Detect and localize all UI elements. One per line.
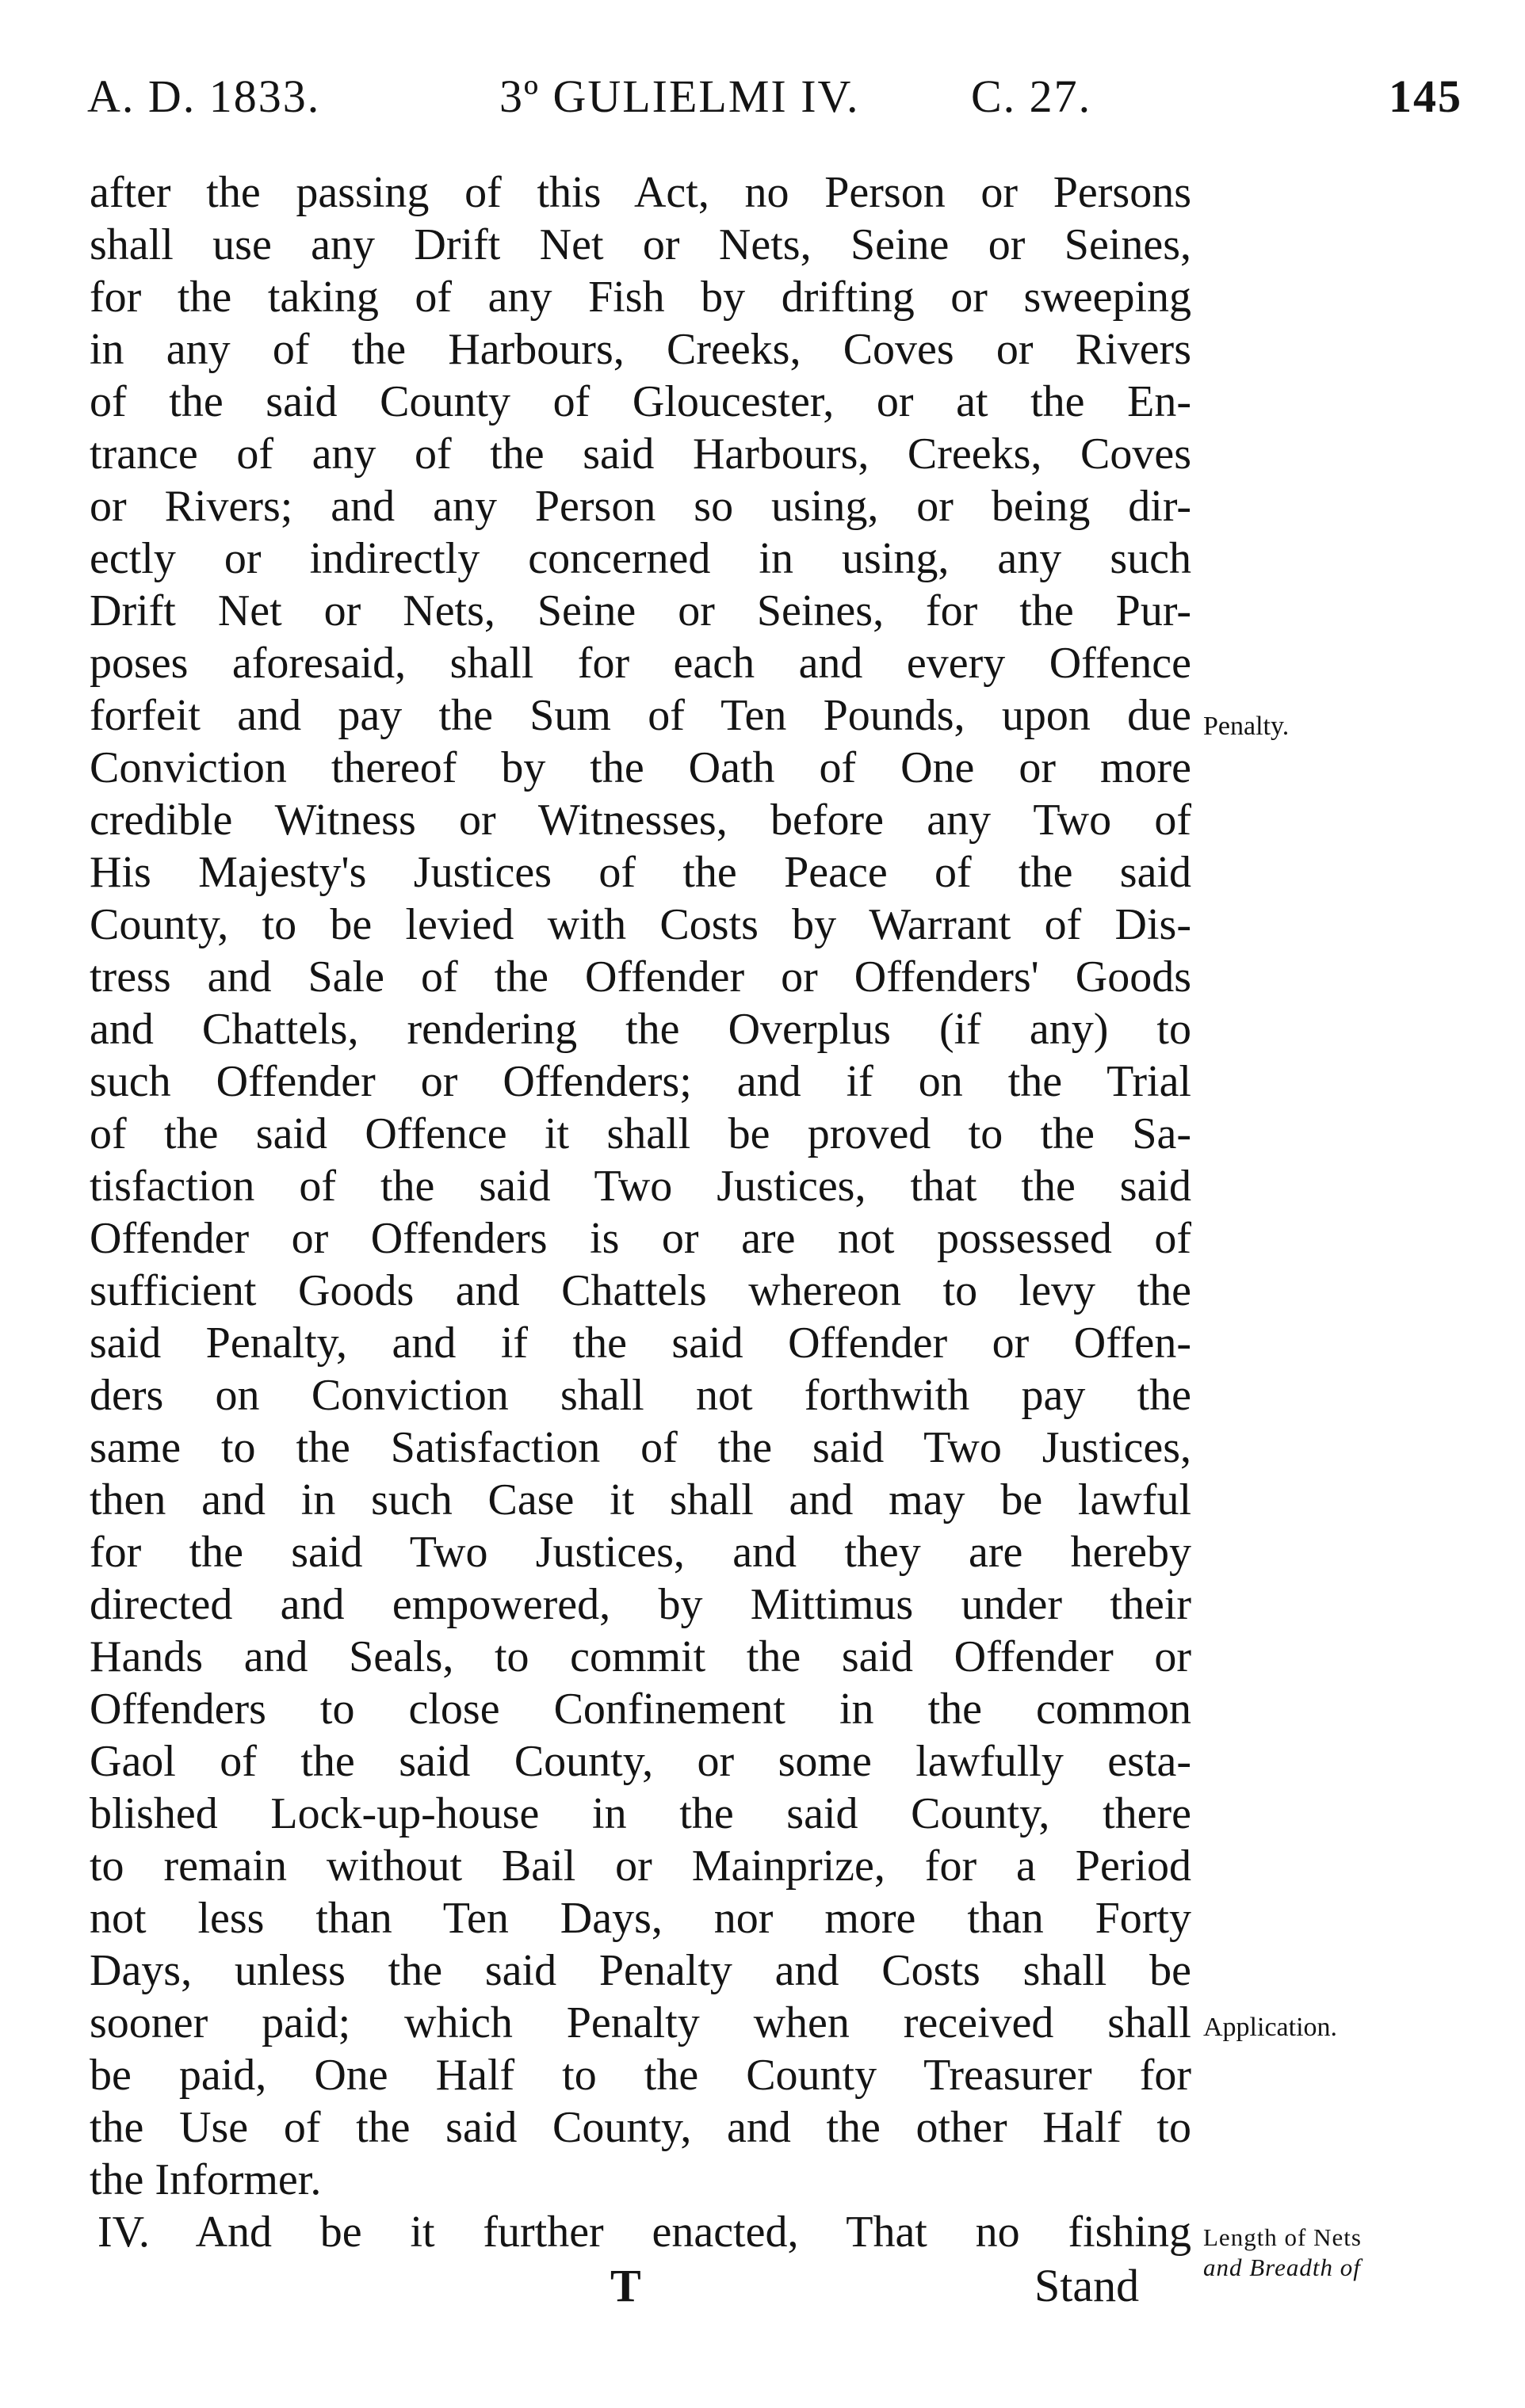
text-line: for the said Two Justices, and they are hereby [90, 1528, 1191, 1577]
text-line: ders on Conviction shall not forthwith pay the [90, 1371, 1191, 1420]
text-line: Days, unless the said Penalty and Costs shall be [90, 1946, 1191, 1995]
text-line: Conviction thereof by the Oath of One or more [90, 743, 1191, 792]
header-regnal-year: 3º GULIELMI IV. [499, 71, 860, 122]
header-date: A. D. 1833. [87, 71, 321, 122]
text-line: tress and Sale of the Offender or Offenders' Goods [90, 952, 1191, 1002]
text-line: forfeit and pay the Sum of Ten Pounds, upon due [90, 691, 1191, 740]
text-line: same to the Satisfaction of the said Two Justices, [90, 1423, 1191, 1472]
text-line: His Majesty's Justices of the Peace of the said [90, 848, 1191, 897]
section-iv-opening-line: IV. And be it further enacted, That no fishing [97, 2208, 1191, 2257]
text-line: to remain without Bail or Mainprize, for a Period [90, 1841, 1191, 1891]
catchword: Stand [1034, 2260, 1140, 2311]
text-line: trance of any of the said Harbours, Creeks, Coves [90, 429, 1191, 479]
text-line: sooner paid; which Penalty when received shall [90, 1998, 1191, 2047]
text-line: shall use any Drift Net or Nets, Seine or Seines, [90, 220, 1191, 269]
text-line: of the said County of Gloucester, or at the En- [90, 377, 1191, 426]
text-line: the Informer. [90, 2155, 322, 2204]
page-number: 145 [1389, 71, 1462, 122]
text-line: ectly or indirectly concerned in using, any such [90, 534, 1191, 583]
text-line: of the said Offence it shall be proved to the Sa- [90, 1109, 1191, 1158]
text-line: Hands and Seals, to commit the said Offender or [90, 1632, 1191, 1681]
text-line: directed and empowered, by Mittimus under their [90, 1580, 1191, 1629]
text-line: or Rivers; and any Person so using, or being dir- [90, 482, 1191, 531]
text-line: Drift Net or Nets, Seine or Seines, for the Pur- [90, 586, 1191, 635]
signature-mark: T [610, 2260, 641, 2311]
text-line: not less than Ten Days, nor more than Forty [90, 1894, 1191, 1943]
text-line: such Offender or Offenders; and if on the Trial [90, 1057, 1191, 1106]
text-line: after the passing of this Act, no Person or Persons [90, 168, 1191, 217]
text-line: for the taking of any Fish by drifting or sweeping [90, 273, 1191, 322]
margin-note-application: Application. [1203, 2013, 1338, 2042]
running-head [87, 55, 1462, 143]
text-line: be paid, One Half to the County Treasurer for [90, 2051, 1191, 2100]
text-line: Gaol of the said County, or some lawfully esta- [90, 1737, 1191, 1786]
text-line: Offender or Offenders is or are not possessed of [90, 1214, 1191, 1263]
margin-note-breadth: and Breadth of [1203, 2253, 1361, 2281]
text-line: and Chattels, rendering the Overplus (if any) to [90, 1005, 1191, 1054]
text-line: the Use of the said County, and the other Half to [90, 2103, 1191, 2152]
text-line: tisfaction of the said Two Justices, that the said [90, 1162, 1191, 1211]
text-line: sufficient Goods and Chattels whereon to levy the [90, 1266, 1191, 1315]
text-line: Offenders to close Confinement in the common [90, 1685, 1191, 1734]
text-line: blished Lock-up-house in the said County, there [90, 1789, 1191, 1838]
text-line: County, to be levied with Costs by Warrant of Dis- [90, 900, 1191, 949]
header-chapter: C. 27. [971, 71, 1092, 122]
margin-note-penalty: Penalty. [1203, 712, 1290, 741]
margin-note-length-of-nets: Length of Nets [1203, 2223, 1362, 2251]
statute-text [90, 166, 1191, 2258]
text-line: credible Witness or Witnesses, before any Two of [90, 796, 1191, 845]
text-line: in any of the Harbours, Creeks, Coves or Rivers [90, 325, 1191, 374]
text-line: then and in such Case it shall and may be lawful [90, 1475, 1191, 1525]
text-line: poses aforesaid, shall for each and every Offence [90, 639, 1191, 688]
text-line: said Penalty, and if the said Offender or Offen- [90, 1318, 1191, 1368]
